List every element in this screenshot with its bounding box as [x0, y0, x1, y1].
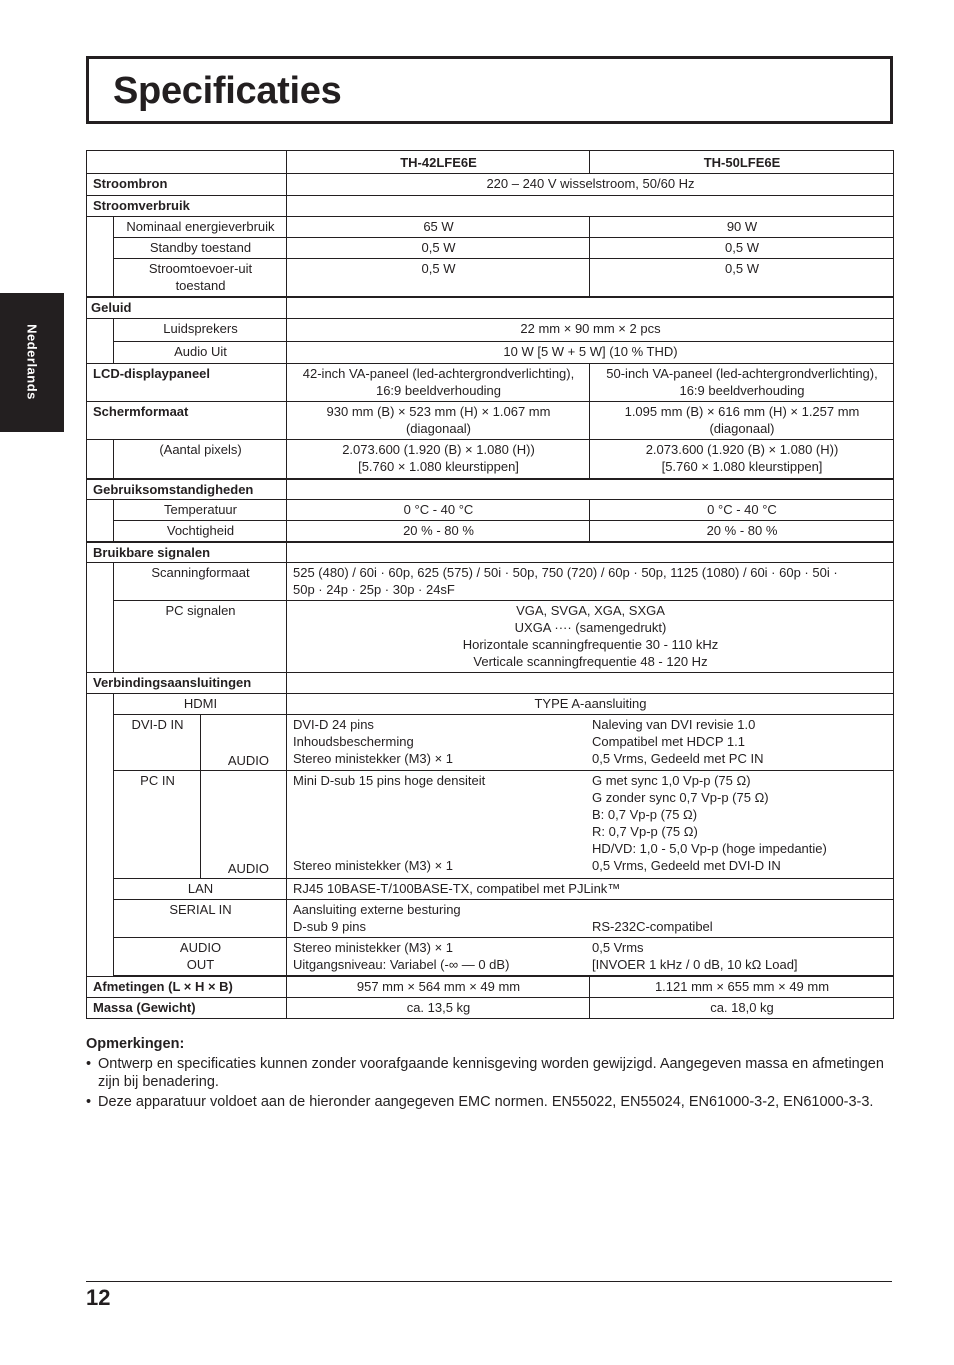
pixels-label: (Aantal pixels) — [114, 440, 287, 479]
signals-label: Bruikbare signalen — [87, 542, 287, 563]
lcd-label: LCD-displaypaneel — [87, 364, 287, 402]
sound-label: Geluid — [87, 297, 287, 319]
table-row — [87, 694, 894, 715]
table-row — [87, 259, 894, 297]
side-tab-label: Nederlands — [24, 324, 40, 400]
table-row — [87, 319, 894, 342]
humidity-50: 20 % - 80 % — [590, 521, 894, 542]
pc-right-line5: HD/VD: 1,0 - 5,0 Vp-p (hoge impedantie) — [592, 841, 827, 856]
power-off-50: 0,5 W — [590, 259, 894, 297]
table-row — [87, 563, 894, 601]
pixels-50 — [590, 440, 894, 479]
aout-right-line2: [INVOER 1 kHz / 0 dB, 10 kΩ Load] — [592, 957, 798, 972]
pc-signals-label: PC signalen — [114, 601, 287, 673]
mass-50: ca. 18,0 kg — [590, 998, 894, 1019]
speakers-value: 22 mm × 90 mm × 2 pcs — [287, 319, 894, 342]
table-row — [87, 342, 894, 364]
empty-cell — [287, 479, 894, 500]
header-empty-cell — [87, 151, 287, 174]
lcd-42-line1: 42-inch VA-paneel (led-achtergrondverlichting), — [302, 366, 575, 381]
pc-right-line3: B: 0,7 Vp-p (75 Ω) — [592, 807, 698, 822]
pc-left-top: Mini D-sub 15 pins hoge densiteit — [293, 773, 486, 788]
table-row — [87, 900, 894, 938]
pixels-42 — [287, 440, 590, 479]
pc-audio-label: AUDIO — [201, 771, 287, 879]
indent-cell — [87, 694, 114, 977]
table-row — [87, 977, 894, 998]
serial-in-label: SERIAL IN — [114, 900, 287, 938]
dvi-right-line1: Naleving van DVI revisie 1.0 — [592, 717, 756, 732]
table-row — [87, 196, 894, 217]
pixels-50-line1: 2.073.600 (1.920 (B) × 1.080 (H)) — [645, 442, 839, 457]
language-side-tab — [0, 293, 64, 432]
hdmi-label: HDMI — [114, 694, 287, 715]
pc-right-line1: G met sync 1,0 Vp-p (75 Ω) — [592, 773, 751, 788]
speakers-label: Luidsprekers — [114, 319, 287, 342]
table-row — [87, 479, 894, 500]
table-row — [87, 297, 894, 319]
dvi-label: DVI-D IN — [114, 715, 201, 771]
mass-label: Massa (Gewicht) — [87, 998, 287, 1019]
screen-50-line2: (diagonaal) — [709, 421, 775, 436]
scan-line2: 50p · 24p · 25p · 30p · 24sF — [293, 582, 455, 597]
screen-size-label: Schermformaat — [87, 402, 287, 440]
serial-left-line2: D-sub 9 pins — [293, 919, 366, 934]
indent-cell — [87, 440, 114, 479]
screen-50-line1: 1.095 mm (B) × 616 mm (H) × 1.257 mm — [624, 404, 860, 419]
table-row — [87, 217, 894, 238]
pc-in-value — [287, 771, 894, 879]
screen-size-42 — [287, 402, 590, 440]
audio-out-label-line1: AUDIO — [179, 940, 222, 955]
table-row — [87, 500, 894, 521]
col-header-42: TH-42LFE6E — [287, 151, 590, 174]
pc-left-bottom: Stereo ministekker (M3) × 1 — [293, 858, 454, 873]
power-off-label — [114, 259, 287, 297]
dimensions-50: 1.121 mm × 655 mm × 49 mm — [590, 977, 894, 998]
power-source-value: 220 – 240 V wisselstroom, 50/60 Hz — [287, 174, 894, 196]
pc-line4: Verticale scanningfrequentie 48 - 120 Hz — [473, 654, 708, 669]
dvi-value — [287, 715, 894, 771]
indent-cell — [87, 217, 114, 297]
temperature-42: 0 °C - 40 °C — [287, 500, 590, 521]
audio-out-power-value: 10 W [5 W + 5 W] (10 % THD) — [287, 342, 894, 364]
scanning-format-value — [287, 563, 894, 601]
pixels-42-line2: [5.760 × 1.080 kleurstippen] — [358, 459, 519, 474]
standby-42: 0,5 W — [287, 238, 590, 259]
table-row — [87, 521, 894, 542]
screen-42-line1: 930 mm (B) × 523 mm (H) × 1.067 mm — [326, 404, 551, 419]
pc-right-line2: G zonder sync 0,7 Vp-p (75 Ω) — [592, 790, 769, 805]
aout-right-line1: 0,5 Vrms — [592, 940, 644, 955]
lan-label: LAN — [114, 879, 287, 900]
rated-power-label: Nominaal energieverbruik — [114, 217, 287, 238]
pixels-50-line2: [5.760 × 1.080 kleurstippen] — [661, 459, 823, 474]
mass-42: ca. 13,5 kg — [287, 998, 590, 1019]
page-title: Specificaties — [113, 70, 342, 112]
table-row — [87, 879, 894, 900]
dvi-left-line1: DVI-D 24 pins — [293, 717, 374, 732]
notes-heading: Opmerkingen: — [86, 1036, 185, 1052]
dvi-audio-label: AUDIO — [201, 715, 287, 771]
table-row — [87, 938, 894, 976]
scanning-format-label: Scanningformaat — [114, 563, 287, 601]
empty-cell — [287, 673, 894, 694]
power-source-label: Stroombron — [87, 174, 287, 196]
empty-cell — [287, 542, 894, 563]
table-row — [87, 440, 894, 479]
table-row — [87, 174, 894, 196]
title-box — [86, 56, 893, 124]
lcd-50-line2: 16:9 beeldverhouding — [679, 383, 805, 398]
table-row — [87, 715, 894, 771]
indent-cell — [87, 319, 114, 364]
dimensions-42: 957 mm × 564 mm × 49 mm — [287, 977, 590, 998]
dvi-right-line3: 0,5 Vrms, Gedeeld met PC IN — [592, 751, 764, 766]
table-row — [87, 673, 894, 694]
lcd-42 — [287, 364, 590, 402]
table-row — [87, 542, 894, 563]
serial-right: RS-232C-compatibel — [592, 919, 713, 934]
temperature-label: Temperatuur — [114, 500, 287, 521]
audio-out-value — [287, 938, 894, 976]
pc-right-line4: R: 0,7 Vp-p (75 Ω) — [592, 824, 698, 839]
lan-value: RJ45 10BASE-T/100BASE-TX, compatibel met PJLink™ — [287, 879, 894, 900]
lcd-42-line2: 16:9 beeldverhouding — [375, 383, 502, 398]
pc-line1: VGA, SVGA, XGA, SXGA — [516, 603, 665, 618]
serial-in-value — [287, 900, 894, 938]
temperature-50: 0 °C - 40 °C — [590, 500, 894, 521]
audio-out-label-line2: OUT — [186, 957, 215, 972]
screen-size-50 — [590, 402, 894, 440]
standby-50: 0,5 W — [590, 238, 894, 259]
table-header-row — [87, 151, 894, 174]
pc-right-line6: 0,5 Vrms, Gedeeld met DVI-D IN — [592, 858, 781, 873]
col-header-50: TH-50LFE6E — [590, 151, 894, 174]
dvi-left-line3: Stereo ministekker (M3) × 1 — [293, 751, 454, 766]
aout-left-line1: Stereo ministekker (M3) × 1 — [293, 940, 454, 955]
dimensions-label: Afmetingen (L × H × B) — [87, 977, 287, 998]
empty-cell — [287, 196, 894, 217]
pc-signals-value — [287, 601, 894, 673]
footer-divider — [86, 1281, 892, 1282]
spec-table — [86, 150, 894, 1019]
conditions-label: Gebruiksomstandigheden — [87, 479, 287, 500]
note-item: • Ontwerp en specificaties kunnen zonder voorafgaande kennisgeving worden gewijzigd. Aangegeven massa en afmetingen zijn bij benadering. — [86, 1055, 894, 1091]
indent-cell — [87, 500, 114, 542]
serial-left-line1: Aansluiting externe besturing — [293, 902, 461, 917]
pixels-42-line1: 2.073.600 (1.920 (B) × 1.080 (H)) — [342, 442, 535, 457]
pc-in-label: PC IN — [114, 771, 201, 879]
rated-power-50: 90 W — [590, 217, 894, 238]
aout-left-line2: Uitgangsniveau: Variabel (-∞ — 0 dB) — [293, 957, 510, 972]
pc-line3: Horizontale scanningfrequentie 30 - 110 kHz — [462, 637, 719, 652]
power-off-label-line1: Stroomtoevoer-uit — [148, 261, 253, 276]
pc-line2: UXGA ···· (samengedrukt) — [514, 620, 667, 635]
scan-line1: 525 (480) / 60i · 60p, 625 (575) / 50i · 50p, 750 (720) / 60p · 50p, 1125 (1080) / 60i · 60p · 50i · — [293, 565, 838, 580]
rated-power-42: 65 W — [287, 217, 590, 238]
page-number: 12 — [86, 1285, 111, 1310]
connections-label: Verbindingsaansluitingen — [87, 673, 287, 694]
lcd-50 — [590, 364, 894, 402]
hdmi-value: TYPE A-aansluiting — [287, 694, 894, 715]
table-row — [87, 402, 894, 440]
notes-list — [86, 1055, 894, 1111]
indent-cell — [87, 563, 114, 673]
notes-section — [86, 1035, 894, 1113]
standby-label: Standby toestand — [114, 238, 287, 259]
audio-out-power-label: Audio Uit — [114, 342, 287, 364]
empty-cell — [287, 297, 894, 319]
power-off-42: 0,5 W — [287, 259, 590, 297]
table-row — [87, 238, 894, 259]
humidity-42: 20 % - 80 % — [287, 521, 590, 542]
note-item: • Deze apparatuur voldoet aan de hieronder aangegeven EMC normen. EN55022, EN55024, EN61000-3-2, EN61000-3-3. — [86, 1093, 894, 1111]
table-row — [87, 998, 894, 1019]
table-row — [87, 771, 894, 879]
humidity-label: Vochtigheid — [114, 521, 287, 542]
lcd-50-line1: 50-inch VA-paneel (led-achtergrondverlichting), — [606, 366, 878, 381]
dvi-right-line2: Compatibel met HDCP 1.1 — [592, 734, 745, 749]
audio-out-label — [114, 938, 287, 976]
table-row — [87, 364, 894, 402]
screen-42-line2: (diagonaal) — [405, 421, 472, 436]
power-off-label-line2: toestand — [175, 278, 226, 293]
table-row — [87, 601, 894, 673]
power-consumption-label: Stroomverbruik — [87, 196, 287, 217]
dvi-left-line2: Inhoudsbescherming — [293, 734, 414, 749]
